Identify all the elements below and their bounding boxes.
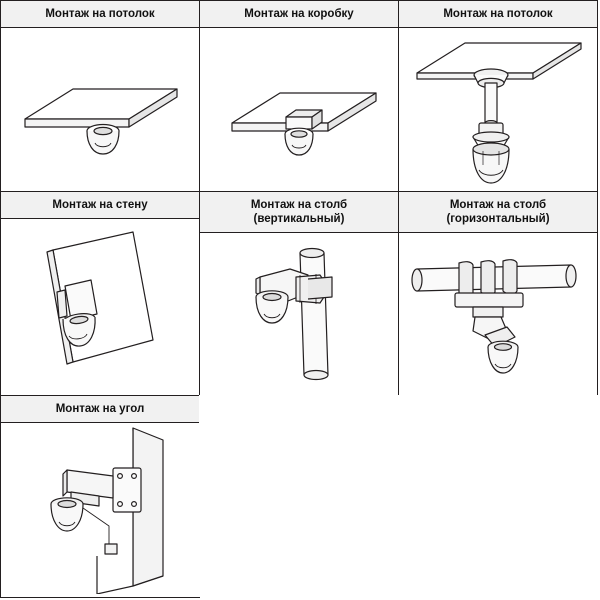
- cell-caption: [200, 1, 398, 28]
- cell-caption: [200, 192, 398, 233]
- cell-caption: [1, 1, 199, 28]
- caption-line-1: Монтаж на стену: [52, 199, 148, 211]
- empty-area: [199, 395, 599, 597]
- junction-box-dome-illustration: [200, 28, 398, 191]
- ceiling-pendant-dome-illustration: [399, 28, 597, 191]
- vertical-pole-mount-illustration: [200, 233, 398, 395]
- caption-line-1: Монтаж на коробку: [244, 8, 354, 20]
- cell-horizontal-pole: [398, 191, 598, 396]
- cell-wall-mount: [0, 191, 200, 396]
- diagram-row-1: [0, 0, 600, 191]
- cell-caption: [399, 192, 597, 233]
- caption-line-1: Монтаж на угол: [55, 403, 145, 415]
- caption-line-1: Монтаж на столб: [449, 199, 547, 211]
- horizontal-pole-mount-illustration: [399, 233, 597, 395]
- corner-mount-dome-illustration: [1, 423, 199, 597]
- caption-line-1: Монтаж на потолок: [45, 8, 155, 20]
- caption-line-1: Монтаж на потолок: [443, 8, 553, 20]
- cell-caption: [1, 192, 199, 219]
- caption-line-2: (горизонтальный): [446, 213, 550, 225]
- cell-junction-box: [199, 0, 399, 192]
- cell-vertical-pole: [199, 191, 399, 396]
- diagram-row-2: [0, 191, 600, 395]
- ceiling-flush-dome-illustration: [1, 28, 199, 191]
- caption-line-1: Монтаж на столб: [250, 199, 348, 211]
- cell-caption: [399, 1, 597, 28]
- cell-caption: [1, 396, 199, 423]
- cell-ceiling-flush: [0, 0, 200, 192]
- diagram-row-3: [0, 395, 600, 597]
- caption-line-2: (вертикальный): [253, 213, 345, 225]
- cell-ceiling-pendant: [398, 0, 598, 192]
- wall-mount-dome-illustration: [1, 219, 199, 395]
- cell-corner-mount: [0, 395, 200, 598]
